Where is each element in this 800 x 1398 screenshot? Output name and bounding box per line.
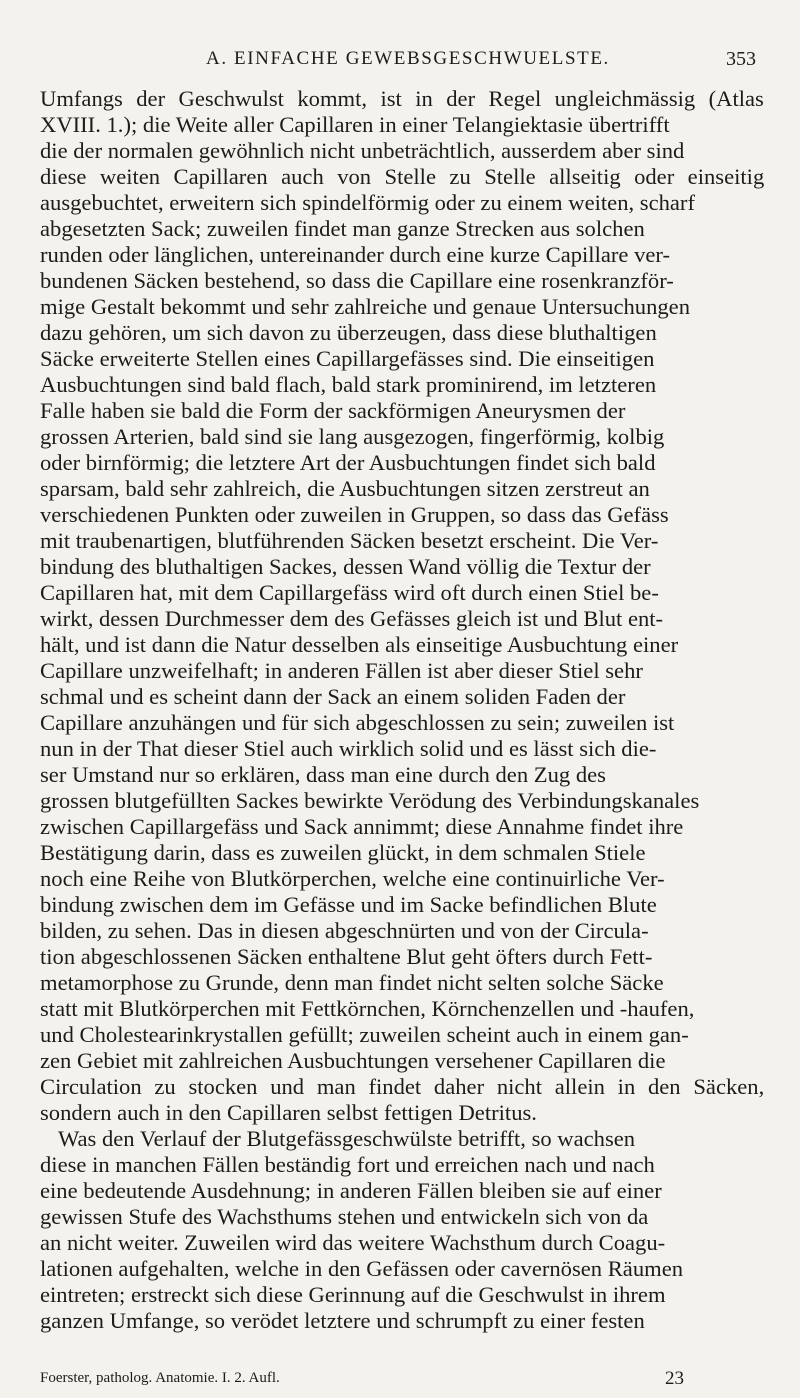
text-line: mige Gestalt bekommt und sehr zahlreiche und genaue Untersuchungen — [40, 294, 690, 319]
text-line: Capillaren hat, mit dem Capillargefäss wird oft durch einen Stiel be- — [40, 580, 659, 605]
text-line: Ausbuchtungen sind bald flach, bald stark prominirend, im letzteren — [40, 372, 657, 397]
text-line: gewissen Stufe des Wachsthums stehen und entwickeln sich von da — [40, 1204, 649, 1229]
text-line: schmal und es scheint dann der Sack an einem soliden Faden der — [40, 684, 626, 709]
text-line: hält, und ist dann die Natur desselben als einseitige Ausbuchtung einer — [40, 632, 679, 657]
text-line: bundenen Säcken bestehend, so dass die Capillare eine rosenkranzför- — [40, 268, 674, 293]
text-line: statt mit Blutkörperchen mit Fettkörnchen, Körnchenzellen und -haufen, — [40, 996, 695, 1021]
text-line: grossen blutgefüllten Sackes bewirkte Verödung des Verbindungskanales — [40, 788, 700, 813]
text-line: Bestätigung darin, dass es zuweilen glückt, in dem schmalen Stiele — [40, 840, 646, 865]
text-line: runden oder länglichen, untereinander durch eine kurze Capillare ver- — [40, 242, 670, 267]
running-head-title: A. EINFACHE GEWEBSGESCHWUELSTE. — [206, 48, 610, 69]
footer-citation: Foerster, patholog. Anatomie. I. 2. Aufl. — [40, 1370, 280, 1386]
page-number: 353 — [726, 48, 756, 70]
text-line: ganzen Umfange, so verödet letztere und schrumpft zu einer festen — [40, 1308, 645, 1333]
running-head — [40, 48, 764, 78]
text-line: XVIII. 1.); die Weite aller Capillaren in einer Telangiektasie übertrifft — [40, 112, 670, 137]
text-line: bilden, zu sehen. Das in diesen abgeschnürten und von der Circula- — [40, 918, 649, 943]
text-line: Umfangs der Geschwulst kommt, ist in der Regel ungleichmässig (Atlas — [40, 86, 764, 111]
text-line: Falle haben sie bald die Form der sackförmigen Aneurysmen der — [40, 398, 626, 423]
text-line: ausgebuchtet, erweitern sich spindelförmig oder zu einem weiten, scharf — [40, 190, 695, 215]
text-line: Capillare anzuhängen und für sich abgeschlossen zu sein; zuweilen ist — [40, 710, 675, 735]
text-line: eine bedeutende Ausdehnung; in anderen Fällen bleiben sie auf einer — [40, 1178, 662, 1203]
signature-mark: 23 — [665, 1368, 684, 1389]
text-line: abgesetzten Sack; zuweilen findet man ganze Strecken aus solchen — [40, 216, 645, 241]
text-line: sparsam, bald sehr zahlreich, die Ausbuchtungen sitzen zerstreut an — [40, 476, 650, 501]
page-footer — [40, 1370, 764, 1394]
text-line: grossen Arterien, bald sind sie lang ausgezogen, fingerförmig, kolbig — [40, 424, 665, 449]
text-line: lationen aufgehalten, welche in den Gefässen oder cavernösen Räumen — [40, 1256, 684, 1281]
text-line: eintreten; erstreckt sich diese Gerinnung auf die Geschwulst in ihrem — [40, 1282, 666, 1307]
text-line: sondern auch in den Capillaren selbst fettigen Detritus. — [40, 1100, 537, 1125]
text-line: Capillare unzweifelhaft; in anderen Fällen ist aber dieser Stiel sehr — [40, 658, 643, 683]
text-line: verschiedenen Punkten oder zuweilen in Gruppen, so dass das Gefäss — [40, 502, 669, 527]
text-line: die der normalen gewöhnlich nicht unbeträchtlich, ausserdem aber sind — [40, 138, 685, 163]
body-text — [40, 86, 764, 1334]
text-line: Circulation zu stocken und man findet daher nicht allein in den Säcken, — [40, 1074, 765, 1099]
text-line: an nicht weiter. Zuweilen wird das weitere Wachsthum durch Coagu- — [40, 1230, 666, 1255]
text-line: wirkt, dessen Durchmesser dem des Gefässes gleich ist und Blut ent- — [40, 606, 664, 631]
text-line: nun in der That dieser Stiel auch wirklich solid und es lässt sich die- — [40, 736, 657, 761]
text-line: bindung zwischen dem im Gefässe und im Sacke befindlichen Blute — [40, 892, 657, 917]
text-line: metamorphose zu Grunde, denn man findet nicht selten solche Säcke — [40, 970, 664, 995]
text-line: Was den Verlauf der Blutgefässgeschwülste betrifft, so wachsen — [58, 1126, 636, 1151]
text-line: dazu gehören, um sich davon zu überzeugen, dass diese bluthaltigen — [40, 320, 657, 345]
text-line: bindung des bluthaltigen Sackes, dessen Wand völlig die Textur der — [40, 554, 651, 579]
text-line: diese weiten Capillaren auch von Stelle zu Stelle allseitig oder einseitig — [40, 164, 765, 189]
text-line: tion abgeschlossenen Säcken enthaltene Blut geht öfters durch Fett- — [40, 944, 653, 969]
text-line: ser Umstand nur so erklären, dass man eine durch den Zug des — [40, 762, 606, 787]
text-line: diese in manchen Fällen beständig fort und erreichen nach und nach — [40, 1152, 655, 1177]
text-line: zen Gebiet mit zahlreichen Ausbuchtungen versehener Capillaren die — [40, 1048, 666, 1073]
text-line: oder birnförmig; die letztere Art der Ausbuchtungen findet sich bald — [40, 450, 656, 475]
text-line: zwischen Capillargefäss und Sack annimmt; diese Annahme findet ihre — [40, 814, 684, 839]
text-line: mit traubenartigen, blutführenden Säcken besetzt erscheint. Die Ver- — [40, 528, 659, 553]
text-line: noch eine Reihe von Blutkörperchen, welche eine continuirliche Ver- — [40, 866, 665, 891]
text-line: und Cholestearinkrystallen gefüllt; zuweilen scheint auch in einem gan- — [40, 1022, 689, 1047]
text-line: Säcke erweiterte Stellen eines Capillargefässes sind. Die einseitigen — [40, 346, 655, 371]
